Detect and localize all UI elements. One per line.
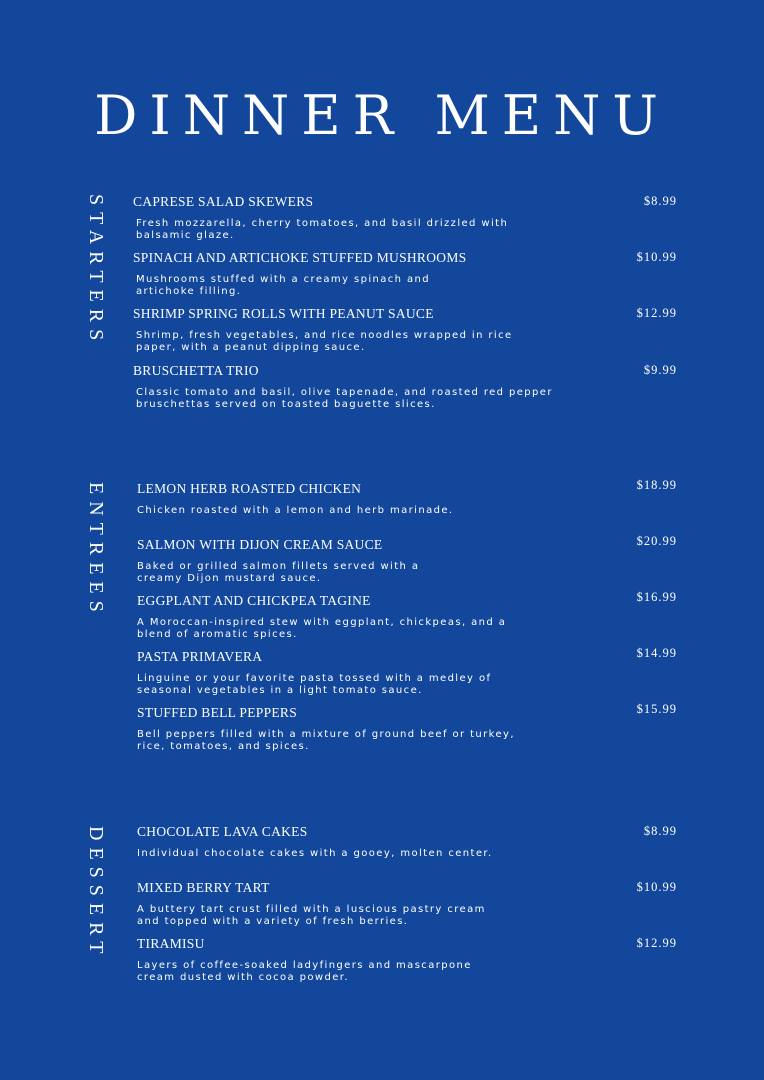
item-description: Linguine or your favorite pasta tossed with a medley of seasonal vegetables in a light tomato sauce. <box>137 673 492 696</box>
item-price: $12.99 <box>636 936 677 950</box>
item-description: A buttery tart crust filled with a luscious pastry cream and topped with a variety of fresh berries. <box>137 904 486 927</box>
item-name: TIRAMISU <box>137 936 205 951</box>
item-name: CAPRESE SALAD SKEWERS <box>133 194 314 209</box>
item-price: $9.99 <box>643 363 677 377</box>
item-price: $20.99 <box>636 534 677 548</box>
item-description: A Moroccan-inspired stew with eggplant, chickpeas, and a blend of aromatic spices. <box>137 617 507 640</box>
menu-item <box>137 590 677 641</box>
item-price: $10.99 <box>636 880 677 894</box>
item-name: PASTA PRIMAVERA <box>137 649 263 664</box>
menu-item <box>137 534 677 585</box>
item-description: Chicken roasted with a lemon and herb marinade. <box>137 505 454 516</box>
item-name: SPINACH AND ARTICHOKE STUFFED MUSHROOMS <box>133 250 467 265</box>
menu-title: DINNER MENU <box>94 84 670 147</box>
item-price: $12.99 <box>636 306 677 320</box>
item-price: $10.99 <box>636 250 677 264</box>
item-description: Bell peppers filled with a mixture of ground beef or turkey, rice, tomatoes, and spices. <box>137 729 515 752</box>
item-price: $8.99 <box>643 194 677 208</box>
section-label: ENTREES <box>85 482 107 619</box>
item-description: Shrimp, fresh vegetables, and rice noodles wrapped in rice paper, with a peanut dipping sauce. <box>136 330 513 353</box>
item-description: Fresh mozzarella, cherry tomatoes, and basil drizzled with balsamic glaze. <box>136 218 509 241</box>
item-name: BRUSCHETTA TRIO <box>133 363 259 378</box>
item-name: EGGPLANT AND CHICKPEA TAGINE <box>137 593 371 608</box>
item-name: LEMON HERB ROASTED CHICKEN <box>137 481 362 496</box>
item-description: Baked or grilled salmon fillets served with a creamy Dijon mustard sauce. <box>137 561 420 584</box>
item-name: STUFFED BELL PEPPERS <box>137 705 298 720</box>
menu-item <box>133 250 677 298</box>
item-price: $8.99 <box>643 824 677 838</box>
menu-item <box>133 194 677 242</box>
section-label: STARTERS <box>85 194 107 348</box>
item-price: $16.99 <box>636 590 677 604</box>
item-price: $14.99 <box>636 646 677 660</box>
menu-item <box>133 306 677 354</box>
item-name: SHRIMP SPRING ROLLS WITH PEANUT SAUCE <box>133 306 434 321</box>
menu-item <box>137 824 677 860</box>
menu-item <box>133 363 677 411</box>
menu-item <box>137 880 677 928</box>
item-description: Layers of coffee-soaked ladyfingers and mascarpone cream dusted with cocoa powder. <box>137 960 472 983</box>
item-name: SALMON WITH DIJON CREAM SAUCE <box>137 537 383 552</box>
item-name: CHOCOLATE LAVA CAKES <box>137 824 308 839</box>
menu-item <box>137 478 677 517</box>
item-description: Individual chocolate cakes with a gooey, molten center. <box>137 848 493 859</box>
item-description: Mushrooms stuffed with a creamy spinach and artichoke filling. <box>136 274 430 297</box>
item-price: $18.99 <box>636 478 677 492</box>
menu-item <box>137 936 677 984</box>
menu-item <box>137 646 677 697</box>
section-label: DESSERT <box>85 826 107 961</box>
menu-item <box>137 702 677 753</box>
item-description: Classic tomato and basil, olive tapenade, and roasted red pepper bruschettas served on toasted baguette slices. <box>136 387 553 410</box>
item-price: $15.99 <box>636 702 677 716</box>
item-name: MIXED BERRY TART <box>137 880 270 895</box>
